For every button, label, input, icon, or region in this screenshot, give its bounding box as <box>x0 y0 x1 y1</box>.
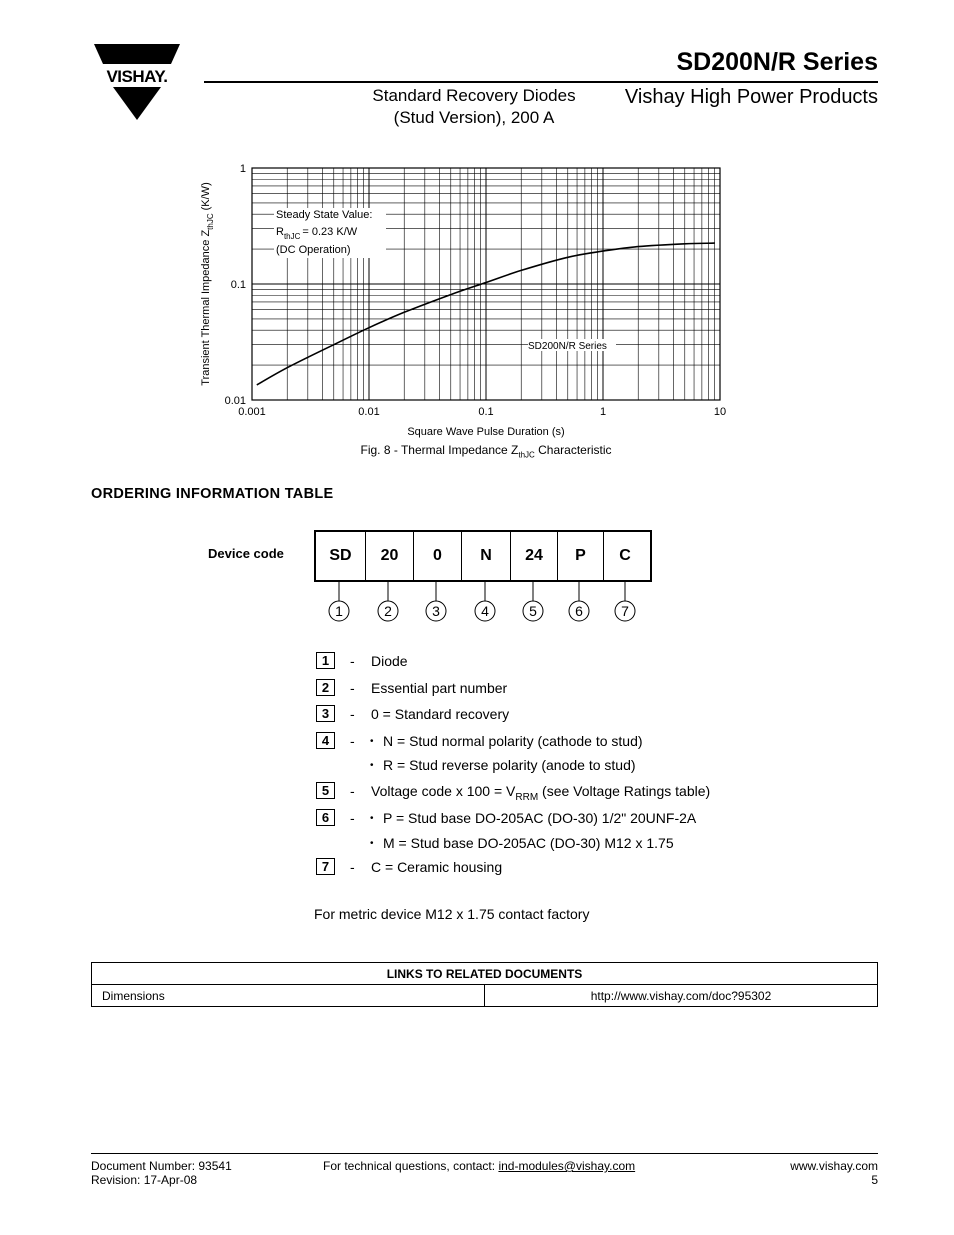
links-row-label: Dimensions <box>92 985 485 1007</box>
legend-dash-6: - <box>350 810 355 826</box>
table-row <box>92 985 878 1007</box>
legend-text-4a: N = Stud normal polarity (cathode to stud) <box>383 733 643 749</box>
legend-text-2: Essential part number <box>371 680 508 696</box>
header-rule <box>204 81 878 83</box>
footer-contact <box>323 1159 635 1173</box>
x-axis-title: Square Wave Pulse Duration (s) <box>407 426 565 438</box>
legend-text-7: C = Ceramic housing <box>371 859 503 875</box>
y-tick-label: 1 <box>239 163 246 175</box>
legend-dash-1: - <box>350 653 355 669</box>
legend-text-5 <box>371 783 710 803</box>
marker-6: 6 <box>575 603 583 619</box>
x-tick-label: 10 <box>713 406 727 418</box>
legend-text-3: 0 = Standard recovery <box>371 706 510 722</box>
code-cell-7: C <box>619 547 631 564</box>
footer-right <box>700 1159 878 1187</box>
legend-bullet-6b: • <box>370 838 374 849</box>
links-header-row <box>92 963 878 985</box>
marker-3: 3 <box>432 603 440 619</box>
document-number: Document Number: 93541 <box>91 1159 232 1173</box>
code-cell-2: 20 <box>366 532 414 580</box>
legend-number-3: 3 <box>316 705 335 722</box>
caption-tail: Characteristic <box>534 443 612 457</box>
chart-grid <box>252 168 720 400</box>
annotation-steady-state: Steady State Value: <box>276 209 373 221</box>
x-tick-label: 0.1 <box>478 406 494 418</box>
legend-dash-7: - <box>350 859 355 875</box>
device-code-box <box>314 530 652 582</box>
marker-5: 5 <box>529 603 537 619</box>
legend-number-5: 5 <box>316 782 335 799</box>
code-cell-5: 24 <box>511 532 558 580</box>
position-markers <box>314 580 654 625</box>
annotation-dc: (DC Operation) <box>276 244 351 256</box>
logo-text: VISHAY. <box>106 67 168 86</box>
legend-bullet-6a: • <box>370 813 374 824</box>
website-link[interactable]: www.vishay.com <box>790 1159 878 1173</box>
subtitle-line-2: (Stud Version), 200 A <box>393 108 555 127</box>
footer-left <box>91 1159 232 1187</box>
x-tick-labels <box>238 406 726 418</box>
legend-dash-4: - <box>350 733 355 749</box>
links-table <box>91 962 878 1007</box>
metric-note: For metric device M12 x 1.75 contact factory <box>314 906 590 922</box>
subtitle-line-1: Standard Recovery Diodes <box>372 86 576 105</box>
marker-7: 7 <box>621 603 629 619</box>
code-cell-1: SD <box>316 532 366 580</box>
contact-text: For technical questions, contact: <box>323 1159 499 1173</box>
code-cell-6: P <box>558 532 604 580</box>
brand-line: Vishay High Power Products <box>624 86 878 108</box>
links-header: LINKS TO RELATED DOCUMENTS <box>92 963 878 985</box>
legend-text-1: Diode <box>371 653 408 669</box>
links-row-url[interactable]: http://www.vishay.com/doc?95302 <box>485 985 878 1007</box>
revision: Revision: 17-Apr-08 <box>91 1173 198 1187</box>
x-tick-label: 0.01 <box>358 406 380 418</box>
series-title: SD200N/R Series <box>676 48 878 76</box>
y-axis-title <box>200 182 215 385</box>
marker-2: 2 <box>384 603 392 619</box>
legend-number-2: 2 <box>316 679 335 696</box>
figure-caption <box>252 443 720 459</box>
vishay-logo <box>91 44 183 122</box>
legend-bullet-4a: • <box>370 736 374 747</box>
marker-4: 4 <box>481 603 489 619</box>
legend-text-6a: P = Stud base DO-205AC (DO-30) 1/2" 20UNF-2A <box>383 810 697 826</box>
legend-number-6: 6 <box>316 809 335 826</box>
legend-text-6b: M = Stud base DO-205AC (DO-30) M12 x 1.75 <box>383 835 674 851</box>
footer-rule <box>91 1153 878 1154</box>
y-axis-title-sub: thJC <box>206 213 215 230</box>
legend-bullet-4b: • <box>370 760 374 771</box>
legend-text-5-sub: RRM <box>515 791 539 803</box>
legend-dash-2: - <box>350 680 355 696</box>
legend-number-4: 4 <box>316 732 335 749</box>
legend-text-4b: R = Stud reverse polarity (anode to stud) <box>383 757 636 773</box>
product-subtitle <box>356 85 592 129</box>
legend-dash-3: - <box>350 706 355 722</box>
x-tick-label: 1 <box>599 406 607 418</box>
series-label: SD200N/R Series <box>528 341 607 352</box>
annotation-r: R <box>276 226 284 238</box>
annotation-r-value: = 0.23 K/W <box>302 226 358 238</box>
y-tick-label: 0.1 <box>230 279 246 291</box>
x-tick-label: 0.001 <box>238 406 266 418</box>
caption-main: Fig. 8 - Thermal Impedance Z <box>360 443 519 457</box>
marker-1: 1 <box>335 603 343 619</box>
caption-sub: thJC <box>518 450 535 460</box>
page-number: 5 <box>871 1173 878 1187</box>
legend-text-5-tail: (see Voltage Ratings table) <box>538 783 711 799</box>
code-cell-3: 0 <box>414 532 462 580</box>
device-code-label: Device code <box>208 546 284 561</box>
contact-email-link[interactable]: ind-modules@vishay.com <box>498 1159 636 1173</box>
legend-number-7: 7 <box>316 858 335 875</box>
y-tick-label: 0.01 <box>224 395 246 407</box>
legend-number-1: 1 <box>316 652 335 669</box>
y-tick-labels <box>225 163 246 407</box>
y-axis-title-unit: (K/W) <box>200 182 212 211</box>
code-cell-4: N <box>462 532 511 580</box>
y-axis-title-main: Transient Thermal Impedance Z <box>200 229 212 386</box>
annotation-r-sub: thJC <box>283 232 301 241</box>
legend-text-5-main: Voltage code x 100 = V <box>371 783 516 799</box>
legend-dash-5: - <box>350 783 355 799</box>
thermal-impedance-chart <box>194 158 754 426</box>
ordering-heading: ORDERING INFORMATION TABLE <box>91 486 334 502</box>
